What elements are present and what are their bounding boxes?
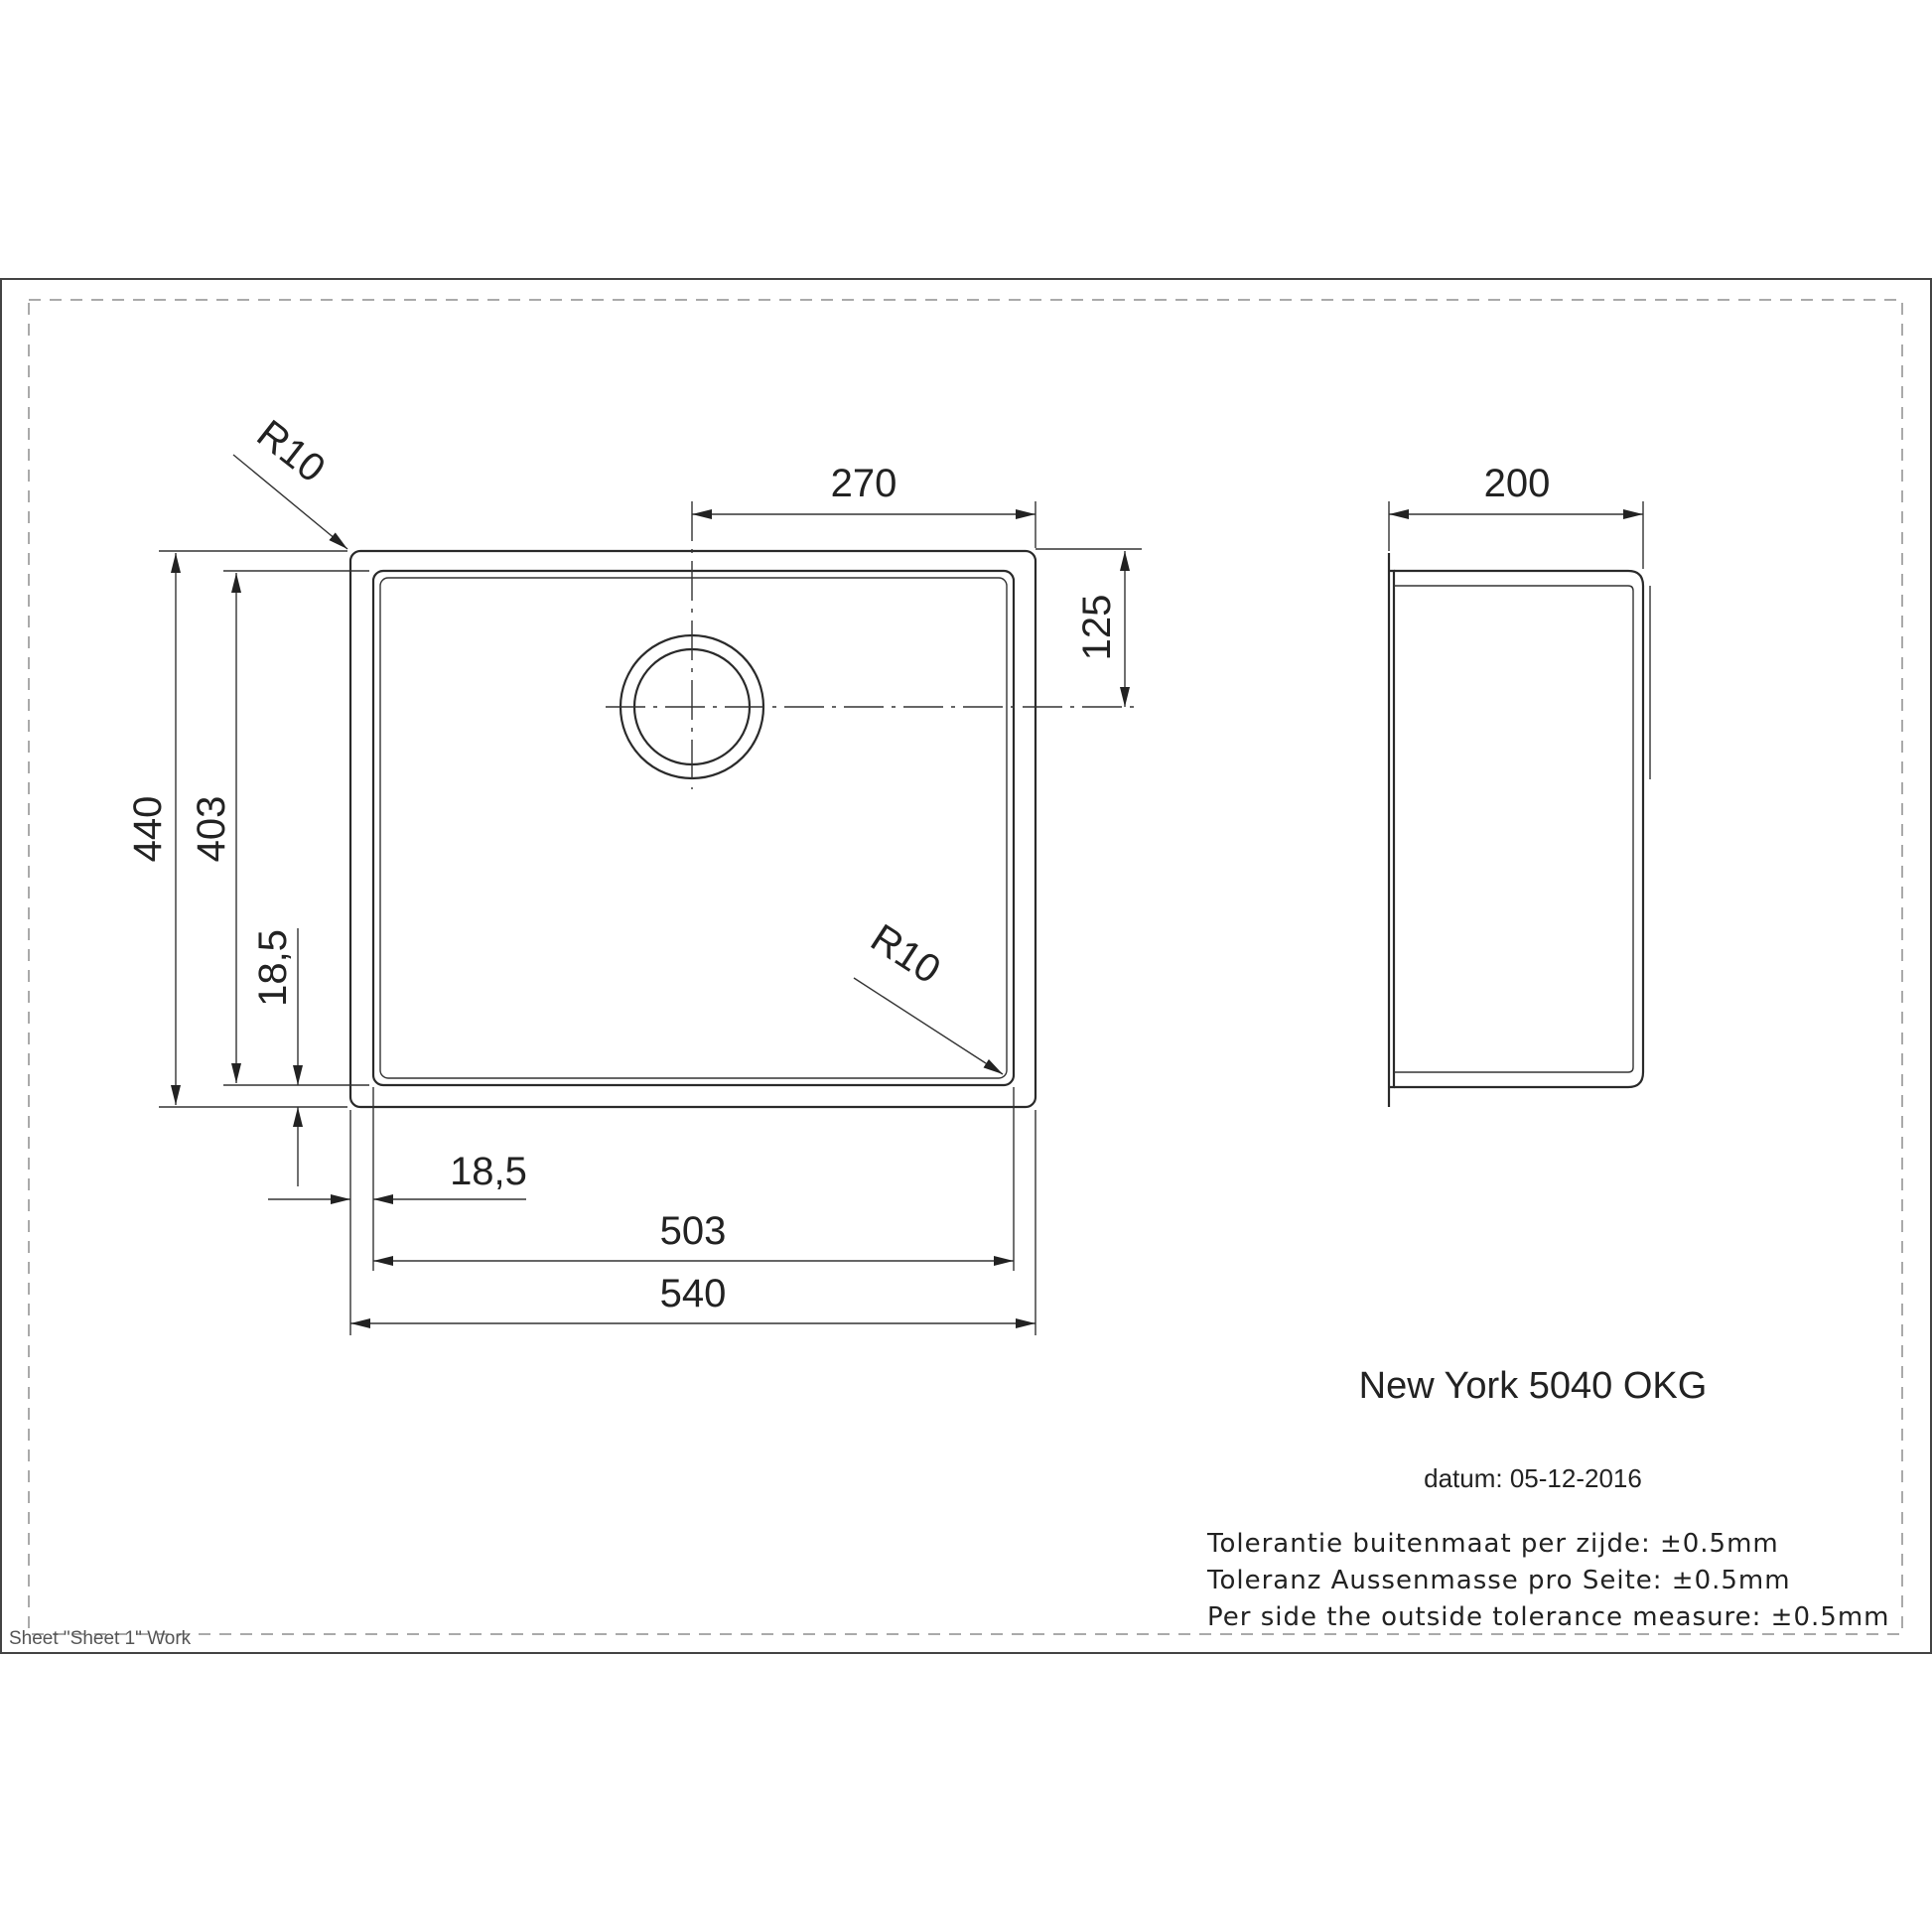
sheet-label: Sheet "Sheet 1" Work (9, 1628, 192, 1649)
dim-label-440: 440 (126, 795, 170, 863)
side-bowl (1394, 571, 1643, 1087)
dim-label-503: 503 (659, 1209, 727, 1253)
dim-label-200: 200 (1483, 462, 1551, 505)
dim-label-18-5-vertical: 18,5 (251, 929, 295, 1007)
dim-label-125: 125 (1075, 594, 1119, 661)
drawing-border (29, 300, 1902, 1634)
drawing-date: datum: 05-12-2016 (1424, 1463, 1642, 1493)
dim-label-403: 403 (190, 795, 233, 863)
sink-side-view (1389, 553, 1650, 1107)
radius-leader-inner (854, 978, 1003, 1074)
dim-label-18-5-horizontal: 18,5 (450, 1150, 527, 1193)
dim-label-270: 270 (830, 462, 897, 505)
sink-inner-bowl (373, 571, 1014, 1085)
product-name: New York 5040 OKG (1358, 1365, 1708, 1407)
radius-label-inner: R10 (863, 915, 948, 993)
side-bowl-inner (1394, 586, 1633, 1072)
dim-label-540: 540 (659, 1272, 727, 1315)
tolerance-english: Per side the outside tolerance measure: ±0.5mm (1207, 1602, 1890, 1632)
radius-label-outer: R10 (248, 411, 334, 491)
tolerance-dutch: Tolerantie buitenmaat per zijde: ±0.5mm (1207, 1529, 1779, 1559)
tolerance-german: Toleranz Aussenmasse pro Seite: ±0.5mm (1207, 1566, 1791, 1595)
sink-top-view (350, 501, 1137, 1107)
sink-inner-edge (380, 578, 1007, 1078)
